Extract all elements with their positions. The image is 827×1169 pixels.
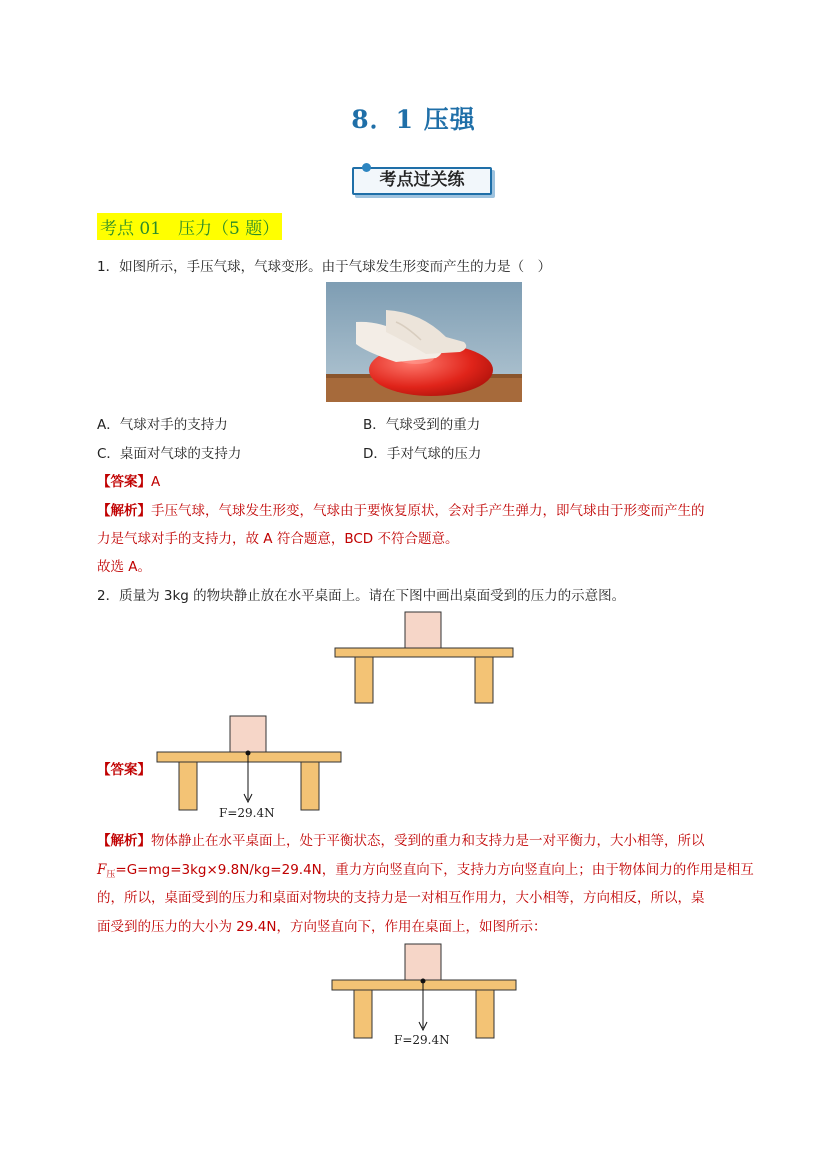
option-a: A．气球对手的支持力: [97, 417, 228, 433]
option-c: C．桌面对气球的支持力: [97, 446, 242, 462]
q2-analysis-line-2: [97, 858, 754, 880]
force-subscript: 压: [106, 870, 116, 880]
q2-analysis-label: 【解析】: [97, 833, 151, 849]
q1-analysis: [97, 499, 757, 519]
q2-analysis: [97, 829, 705, 849]
table-figure: [333, 610, 515, 706]
page-title: 8．1 压强: [351, 105, 476, 134]
question-1-stem: 1．如图所示，手压气球，气球变形。由于气球发生形变而产生的力是（ ）: [97, 259, 552, 275]
q2-answer-label: 【答案】: [97, 762, 151, 778]
q2-analysis-line-4: 面受到的压力的大小为 29.4N，方向竖直向下，作用在桌面上，如图所示：: [97, 919, 547, 935]
analysis-line-1: 手压气球，气球发生形变，气球由于要恢复原状，会对手产生弹力，即气球由于形变而产生的: [151, 503, 705, 519]
balloon-photo: [326, 282, 522, 402]
q2-analysis-line-3: 的，所以，桌面受到的压力和桌面对物块的支持力是一对相互作用力，大小相等，方向相反，所以，桌: [97, 890, 705, 906]
q1-answer: [97, 470, 160, 490]
option-b: B．气球受到的重力: [363, 417, 481, 433]
analysis-label: 【解析】: [97, 503, 151, 519]
force-symbol: F: [97, 862, 107, 878]
option-d: D．手对气球的压力: [363, 446, 482, 462]
analysis-line-2: 力是气球对手的支持力，故 A 符合题意，BCD 不符合题意。: [97, 531, 459, 547]
badge-label: 考点过关练: [379, 170, 465, 190]
q2-analysis-line-2-text: =G=mg=3kg×9.8N/kg=29.4N，重力方向竖直向下，支持力方向竖直向上；由于物体间力的作用是相互: [115, 862, 754, 878]
q2-analysis-line-1: 物体静止在水平桌面上，处于平衡状态，受到的重力和支持力是一对平衡力，大小相等，所以: [151, 833, 705, 849]
answer-figure: [155, 714, 345, 824]
final-figure: [330, 942, 520, 1050]
section-heading: 考点 01 压力（5 题）: [97, 213, 282, 240]
force-label-2: F=29.4N: [394, 1033, 450, 1047]
force-label-1: F=29.4N: [219, 806, 275, 820]
balloon-illustration: [326, 282, 522, 402]
question-2-stem: 2．质量为 3kg 的物块静止放在水平桌面上。请在下图中画出桌面受到的压力的示意图。: [97, 588, 626, 604]
q1-conclusion: 故选 A。: [97, 559, 152, 575]
section-badge: [352, 163, 492, 193]
answer-value: A: [151, 474, 161, 490]
answer-label: 【答案】: [97, 474, 151, 490]
